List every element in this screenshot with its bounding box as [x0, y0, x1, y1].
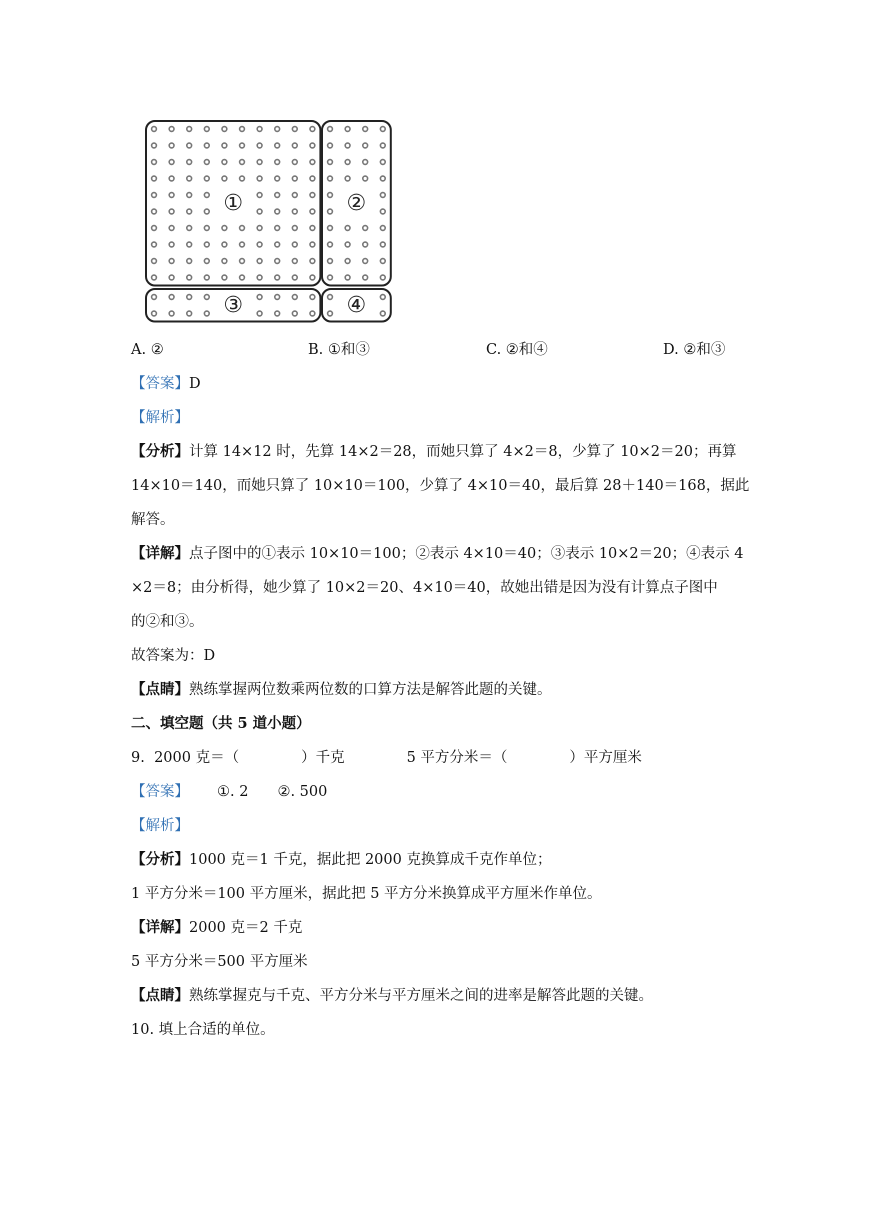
- q9-part1-end: ）千克: [301, 750, 345, 766]
- dot: [152, 275, 157, 280]
- region-2-label: ②: [346, 190, 367, 216]
- dot: [345, 160, 350, 165]
- dot: [380, 226, 385, 231]
- dot: [345, 259, 350, 264]
- dot: [275, 127, 280, 132]
- q9-part2-end: ）平方厘米: [569, 750, 642, 766]
- q8-dianjing: [131, 680, 552, 700]
- dot: [380, 193, 385, 198]
- dot: [380, 295, 385, 300]
- dot: [222, 242, 227, 247]
- dot: [275, 193, 280, 198]
- q9-part1: 2000 克＝（: [154, 750, 240, 766]
- dot: [152, 176, 157, 181]
- dot: [204, 176, 209, 181]
- dot: [328, 226, 333, 231]
- dot: [204, 242, 209, 247]
- dot: [169, 193, 174, 198]
- dot: [204, 143, 209, 148]
- xiangjie-text: 2000 克＝2 千克: [189, 920, 303, 936]
- dot: [152, 242, 157, 247]
- dot: [152, 127, 157, 132]
- q10-question: 10. 填上合适的单位。: [131, 1022, 275, 1038]
- dot: [222, 275, 227, 280]
- dot: [345, 143, 350, 148]
- dot: [363, 127, 368, 132]
- dot: [204, 295, 209, 300]
- dot: [380, 242, 385, 247]
- dot: [328, 259, 333, 264]
- dianjing-tag: 【点睛】: [131, 987, 189, 1004]
- dot: [310, 295, 315, 300]
- dot: [328, 127, 333, 132]
- region-1-label: ①: [223, 190, 244, 216]
- q8-xiangjie-line3: 的②和③。: [131, 614, 204, 630]
- q9-xiangjie-line1: [131, 918, 302, 938]
- dot: [380, 160, 385, 165]
- dot: [310, 209, 315, 214]
- dot: [152, 193, 157, 198]
- dot: [187, 259, 192, 264]
- dot: [310, 311, 315, 316]
- q9-part2: 5 平方分米＝（: [406, 750, 508, 766]
- q9-dianjing: [131, 986, 653, 1006]
- dot: [363, 259, 368, 264]
- dot: [310, 193, 315, 198]
- dot: [310, 127, 315, 132]
- dot: [257, 295, 262, 300]
- answer-tag: 【答案】: [131, 376, 189, 392]
- dot: [345, 275, 350, 280]
- dot: [275, 295, 280, 300]
- dot: [328, 295, 333, 300]
- dot: [275, 209, 280, 214]
- dot: [345, 127, 350, 132]
- dot: [204, 209, 209, 214]
- dot: [257, 275, 262, 280]
- dot: [187, 226, 192, 231]
- dot: [240, 176, 245, 181]
- fenxi-text: 计算 14×12 时，先算 14×2＝28，而她只算了 4×2＝8，少算了 10×2＝20；再算: [189, 444, 737, 460]
- dot: [222, 176, 227, 181]
- dot: [240, 259, 245, 264]
- dot: [204, 275, 209, 280]
- dot: [169, 143, 174, 148]
- xiangjie-tag: 【详解】: [131, 545, 189, 562]
- dot: [292, 275, 297, 280]
- dot: [169, 295, 174, 300]
- dot: [169, 275, 174, 280]
- option-d: D. ②和③: [663, 342, 726, 358]
- dot: [292, 226, 297, 231]
- dot: [169, 127, 174, 132]
- dot: [275, 176, 280, 181]
- dot: [222, 127, 227, 132]
- dot: [292, 311, 297, 316]
- dot: [328, 193, 333, 198]
- option-a: A. ②: [131, 342, 164, 358]
- dot: [292, 209, 297, 214]
- dot: [240, 242, 245, 247]
- dot: [380, 275, 385, 280]
- dot: [169, 242, 174, 247]
- dot: [240, 275, 245, 280]
- dot: [152, 311, 157, 316]
- q8-answer: [131, 374, 201, 394]
- dot: [187, 127, 192, 132]
- dot: [363, 176, 368, 181]
- dot: [204, 127, 209, 132]
- dot: [275, 275, 280, 280]
- dot: [328, 275, 333, 280]
- dot: [187, 193, 192, 198]
- dot: [275, 311, 280, 316]
- dot: [257, 127, 262, 132]
- dot: [240, 143, 245, 148]
- dot: [152, 209, 157, 214]
- dot: [204, 226, 209, 231]
- dot: [240, 160, 245, 165]
- dot: [310, 259, 315, 264]
- q9-xiangjie-line2: 5 平方分米＝500 平方厘米: [131, 954, 308, 970]
- answer-value: ①. 2 ②. 500: [217, 784, 328, 800]
- dot: [292, 295, 297, 300]
- q8-analysis-tag: 【解析】: [131, 410, 189, 426]
- dot: [292, 259, 297, 264]
- fenxi-tag: 【分析】: [131, 443, 189, 460]
- dot: [257, 226, 262, 231]
- dot: [169, 160, 174, 165]
- q9-question: [131, 748, 642, 768]
- dot: [187, 311, 192, 316]
- dot: [292, 193, 297, 198]
- dot: [310, 226, 315, 231]
- dot: [380, 209, 385, 214]
- dianjing-tag: 【点睛】: [131, 681, 189, 698]
- section-title: 二、填空题（共 5 道小题）: [131, 715, 311, 732]
- dot: [187, 295, 192, 300]
- dot: [363, 160, 368, 165]
- dot: [328, 143, 333, 148]
- dot: [363, 275, 368, 280]
- dot: [380, 311, 385, 316]
- dot: [204, 311, 209, 316]
- q8-xiangjie-line2: ×2＝8；由分析得，她少算了 10×2＝20、4×10＝40，故她出错是因为没有计算点子图中: [131, 580, 718, 596]
- dot: [257, 242, 262, 247]
- dot: [257, 209, 262, 214]
- dot: [345, 242, 350, 247]
- dot: [275, 242, 280, 247]
- dot: [345, 226, 350, 231]
- dot: [257, 259, 262, 264]
- dot: [222, 226, 227, 231]
- dot: [275, 226, 280, 231]
- dot: [310, 143, 315, 148]
- dot: [380, 259, 385, 264]
- q8-fenxi-line2: 14×10＝140，而她只算了 10×10＝100，少算了 4×10＝40，最后算 28＋140＝168，据此: [131, 478, 750, 494]
- dot: [257, 143, 262, 148]
- option-c: C. ②和④: [486, 342, 548, 358]
- q9-answer: [131, 782, 327, 802]
- dot: [292, 176, 297, 181]
- dot: [345, 176, 350, 181]
- dot: [187, 176, 192, 181]
- dot: [310, 160, 315, 165]
- dot: [152, 143, 157, 148]
- dot: [222, 160, 227, 165]
- dot: [380, 143, 385, 148]
- dot: [240, 226, 245, 231]
- dot: [152, 295, 157, 300]
- dianjing-text: 熟练掌握克与千克、平方分米与平方厘米之间的进率是解答此题的关键。: [189, 988, 653, 1004]
- dot: [187, 242, 192, 247]
- option-b: B. ①和③: [308, 342, 370, 358]
- dot: [204, 259, 209, 264]
- q8-conclusion: 故答案为：D: [131, 648, 216, 664]
- dot: [292, 143, 297, 148]
- dot: [363, 226, 368, 231]
- dot: [187, 143, 192, 148]
- region-4-label: ④: [346, 292, 367, 318]
- dot: [310, 275, 315, 280]
- dot: [275, 259, 280, 264]
- q9-fenxi-line1: [131, 850, 551, 870]
- dot: [328, 311, 333, 316]
- question-number: 9.: [131, 750, 145, 766]
- dot: [152, 226, 157, 231]
- dot: [222, 143, 227, 148]
- dot: [169, 311, 174, 316]
- fenxi-text: 1000 克＝1 千克，据此把 2000 克换算成千克作单位；: [189, 852, 552, 868]
- dot: [363, 143, 368, 148]
- dianjing-text: 熟练掌握两位数乘两位数的口算方法是解答此题的关键。: [189, 682, 552, 698]
- dot: [257, 160, 262, 165]
- dot: [222, 259, 227, 264]
- dot: [292, 127, 297, 132]
- dot: [257, 176, 262, 181]
- fenxi-tag: 【分析】: [131, 851, 189, 868]
- dot: [204, 193, 209, 198]
- dot: [328, 176, 333, 181]
- q9-fenxi-line2: 1 平方分米＝100 平方厘米，据此把 5 平方分米换算成平方厘米作单位。: [131, 886, 602, 902]
- dot: [328, 209, 333, 214]
- dot: [169, 226, 174, 231]
- dot: [257, 311, 262, 316]
- answer-tag: 【答案】: [131, 784, 189, 800]
- dot: [328, 160, 333, 165]
- dot: [328, 242, 333, 247]
- dot: [152, 160, 157, 165]
- dot: [152, 259, 157, 264]
- dot: [380, 176, 385, 181]
- dot: [292, 242, 297, 247]
- q9-analysis-tag: 【解析】: [131, 818, 189, 834]
- dot: [310, 176, 315, 181]
- dot-array-figure: [140, 117, 405, 327]
- dot: [169, 209, 174, 214]
- q8-xiangjie-line1: [131, 544, 743, 564]
- xiangjie-tag: 【详解】: [131, 919, 189, 936]
- dot: [187, 209, 192, 214]
- q8-fenxi-line1: [131, 442, 736, 462]
- dot: [363, 242, 368, 247]
- dot: [275, 160, 280, 165]
- dot: [292, 160, 297, 165]
- region-3-label: ③: [223, 292, 244, 318]
- q8-fenxi-line3: 解答。: [131, 512, 175, 528]
- dot: [169, 176, 174, 181]
- dot: [310, 242, 315, 247]
- dot: [257, 193, 262, 198]
- dot: [240, 127, 245, 132]
- answer-value: D: [189, 376, 201, 392]
- dot: [380, 127, 385, 132]
- dot: [275, 143, 280, 148]
- dot: [204, 160, 209, 165]
- dot: [169, 259, 174, 264]
- xiangjie-text: 点子图中的①表示 10×10＝100；②表示 4×10＝40；③表示 10×2＝20；④表示 4: [189, 546, 744, 562]
- dot: [187, 275, 192, 280]
- dot: [187, 160, 192, 165]
